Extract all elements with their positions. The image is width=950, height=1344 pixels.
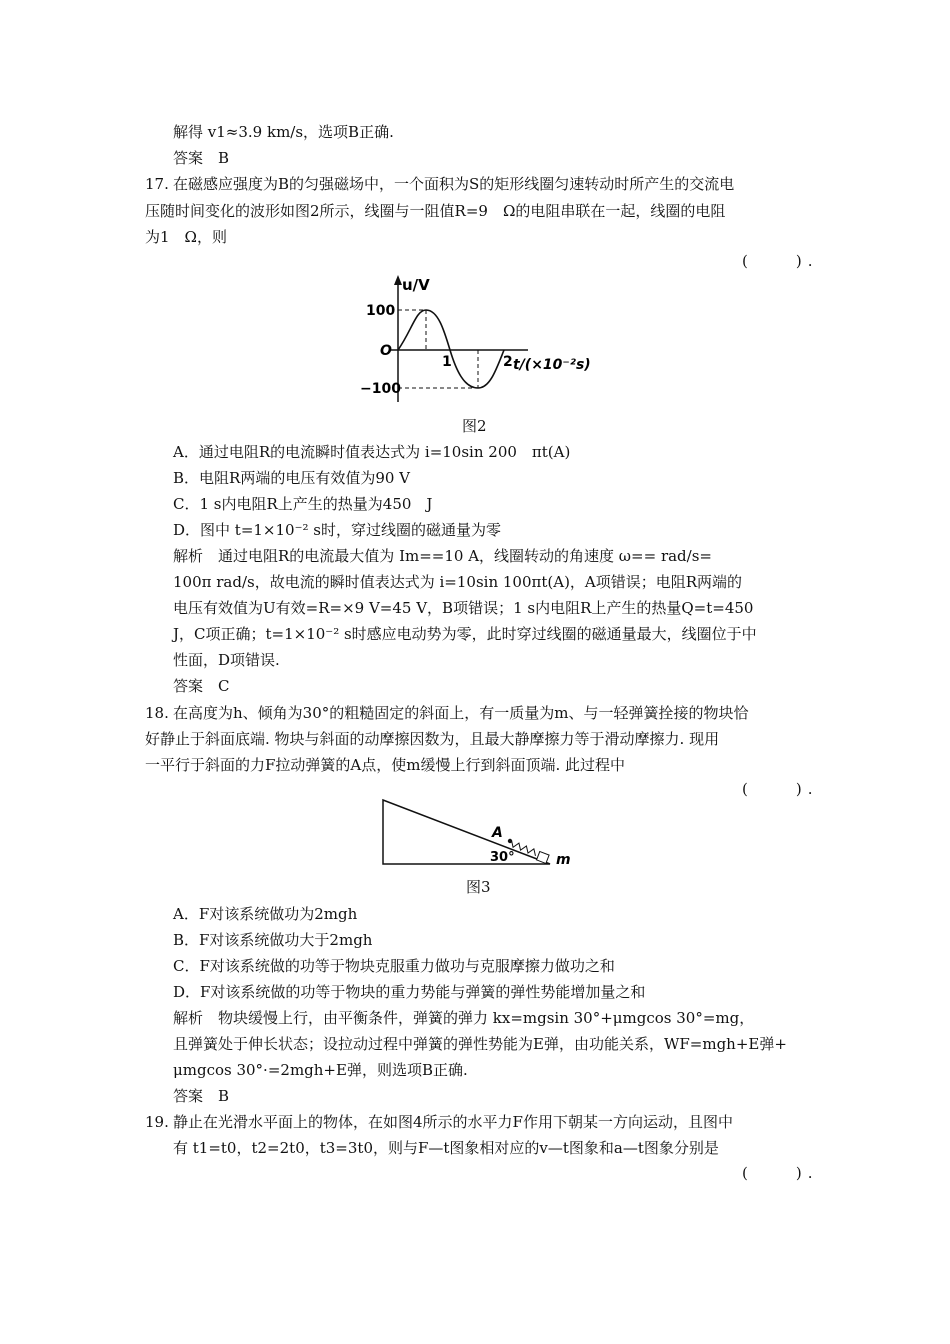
- mass-label: m: [556, 852, 571, 868]
- figure-3-caption: 图3: [466, 878, 491, 896]
- y-axis-label: u/V: [402, 276, 430, 294]
- question-text: 压随时间变化的波形如图2所示，线圈与一阻值R=9 Ω的电阻串联在一起，线圈的电阻: [145, 202, 726, 220]
- question-text: 有 t1=t0，t2=2t0，t3=3t0，则与F—t图象相对应的v—t图象和a—t图象分别是: [173, 1139, 719, 1157]
- answer-blank: ( ).: [742, 1164, 819, 1182]
- y-min-label: −100: [360, 381, 401, 397]
- answer-line: 答案 B: [173, 149, 230, 167]
- block: [537, 851, 550, 863]
- option-d: D．F对该系统做的功等于物块的重力势能与弹簧的弹性势能增加量之和: [173, 983, 646, 1001]
- question-text: 一平行于斜面的力F拉动弹簧的A点，使m缓慢上行到斜面顶端. 此过程中: [145, 756, 626, 774]
- figure-2-waveform: [360, 272, 610, 408]
- solution-line: μmgcos 30°·=2mgh+E弹，则选项B正确.: [173, 1061, 468, 1079]
- x-tick-2: 2: [503, 354, 513, 370]
- answer-blank: ( ).: [742, 780, 819, 798]
- question-text: 静止在光滑水平面上的物体，在如图4所示的水平力F作用下朝某一方向运动，且图中: [173, 1113, 733, 1131]
- y-axis-arrow: [394, 275, 402, 285]
- option-a: A．通过电阻R的电流瞬时值表达式为 i=10sin 200 πt(A): [173, 443, 571, 461]
- question-text: 在磁感应强度为B的匀强磁场中，一个面积为S的矩形线圈匀速转动时所产生的交流电: [173, 175, 735, 193]
- sine-curve: [398, 310, 504, 388]
- option-d: D．图中 t=1×10⁻² s时，穿过线圈的磁通量为零: [173, 521, 501, 539]
- solution-line: 电压有效值为U有效=R=×9 V=45 V，B项错误；1 s内电阻R上产生的热量Q=t=450: [173, 599, 754, 617]
- option-b: B．电阻R两端的电压有效值为90 V: [173, 469, 411, 487]
- solution-line: 100π rad/s，故电流的瞬时值表达式为 i=10sin 100πt(A)，A项错误；电阻R两端的: [173, 573, 743, 591]
- solution-line: 性面，D项错误.: [173, 651, 280, 669]
- question-text: 为1 Ω，则: [145, 228, 227, 246]
- solution-line: 解析 通过电阻R的电流最大值为 Im==10 A，线圈转动的角速度 ω== rad/s=: [173, 547, 712, 565]
- solution-line: 解得 v1≈3.9 km/s，选项B正确.: [173, 123, 394, 141]
- answer-blank: ( ).: [742, 252, 819, 270]
- option-c: C．1 s内电阻R上产生的热量为450 J: [173, 495, 433, 513]
- solution-line: 解析 物块缓慢上行，由平衡条件，弹簧的弹力 kx=mgsin 30°+μmgcos 30°=mg，: [173, 1009, 755, 1027]
- figure-3-incline: [378, 795, 578, 871]
- answer-line: 答案 B: [173, 1087, 230, 1105]
- question-number: 17.: [145, 175, 169, 193]
- solution-line: J，C项正确；t=1×10⁻² s时感应电动势为零，此时穿过线圈的磁通量最大，线圈位于中: [173, 625, 757, 643]
- x-tick-1: 1: [442, 354, 452, 370]
- x-axis-label: t/(×10⁻²s): [513, 357, 591, 373]
- incline-triangle: [383, 800, 550, 864]
- question-text: 在高度为h、倾角为30°的粗糙固定的斜面上，有一质量为m、与一轻弹簧拴接的物块恰: [173, 704, 749, 722]
- point-a-label: A: [492, 825, 503, 841]
- question-number: 18.: [145, 704, 169, 722]
- figure-2-caption: 图2: [462, 417, 487, 435]
- y-max-label: 100: [366, 303, 396, 319]
- solution-line: 且弹簧处于伸长状态；设拉动过程中弹簧的弹性势能为E弹，由功能关系，WF=mgh+E弹+: [173, 1035, 787, 1053]
- answer-line: 答案 C: [173, 677, 230, 695]
- question-text: 好静止于斜面底端. 物块与斜面的动摩擦因数为，且最大静摩擦力等于滑动摩擦力. 现用: [145, 730, 720, 748]
- option-a: A．F对该系统做功为2mgh: [173, 905, 358, 923]
- angle-label: 30°: [490, 850, 515, 865]
- option-c: C．F对该系统做的功等于物块克服重力做功与克服摩擦力做功之和: [173, 957, 615, 975]
- question-number: 19.: [145, 1113, 169, 1131]
- option-b: B．F对该系统做功大于2mgh: [173, 931, 373, 949]
- origin-label: O: [380, 343, 392, 359]
- point-a-dot: [508, 839, 512, 843]
